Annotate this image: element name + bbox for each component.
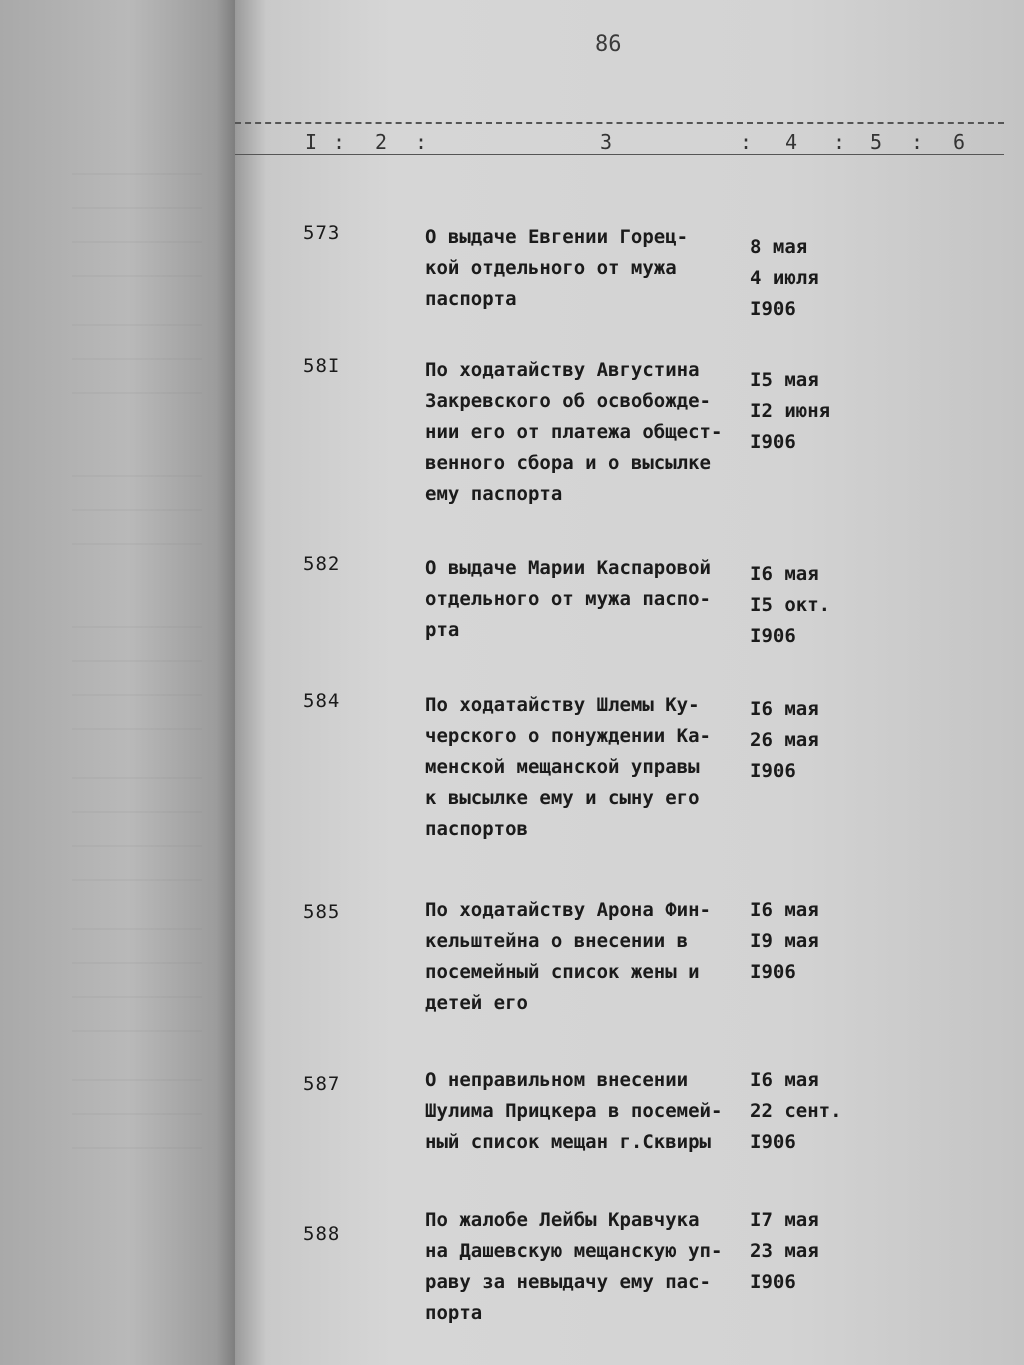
column-header-sep: : [833,130,846,154]
column-header-1: I [305,130,318,154]
entry-number: 584 [303,690,341,712]
column-header-5: 5 [870,130,883,154]
entry-number: 587 [303,1073,341,1095]
entry-title: По жалобе Лейбы Кравчука на Дашевскую мещанскую уп- раву за невыдачу ему пас- порта [425,1209,723,1324]
entry-title: По ходатайству Августина Закревского об освобожде- нии его от платежа общест- венного сбора и о высылке ему паспорта [425,359,723,505]
header-rule-bottom [235,154,1004,155]
column-header-3: 3 [600,130,613,154]
entry-dates: I5 мая I2 июня I906 [750,369,831,453]
entry-title: О неправильном внесении Шулима Прицкера в посемей- ный список мещан г.Сквиры [425,1069,723,1153]
entry-number: 58I [303,355,341,377]
entry-number: 582 [303,553,341,575]
entry-dates: I6 мая I5 окт. I906 [750,563,831,647]
entry-title: По ходатайству Арона Фин- кельштейна о внесении в посемейный список жены и детей его [425,899,711,1014]
entry-title: По ходатайству Шлемы Ку- черского о понуждении Ка- менской мещанской управы к высылке ему и сыну его паспортов [425,694,711,840]
entry-dates: I6 мая I9 мая I906 [750,899,819,983]
document-page [235,0,1024,1365]
entry-number: 573 [303,222,341,244]
column-header-sep: : [415,130,428,154]
entry-number: 588 [303,1223,341,1245]
entry-title: О выдаче Евгении Горец- кой отдельного от мужа паспорта [425,226,689,310]
page-number: 86 [595,32,622,57]
column-header-sep: : [911,130,924,154]
left-page-faded-text [72,140,232,1197]
entry-dates: I7 мая 23 мая I906 [750,1209,819,1293]
left-page-facing [0,0,235,1365]
column-header-sep: : [740,130,753,154]
entry-title: О выдаче Марии Каспаровой отдельного от мужа паспо- рта [425,557,711,641]
entry-dates: 8 мая 4 июля I906 [750,236,819,320]
column-header-6: 6 [953,130,966,154]
entry-number: 585 [303,901,341,923]
entry-dates: I6 мая 26 мая I906 [750,698,819,782]
column-header-sep: : [333,130,346,154]
entry-dates: I6 мая 22 сент. I906 [750,1069,842,1153]
column-header-4: 4 [785,130,798,154]
column-header-2: 2 [375,130,388,154]
header-rule-top [235,122,1004,124]
